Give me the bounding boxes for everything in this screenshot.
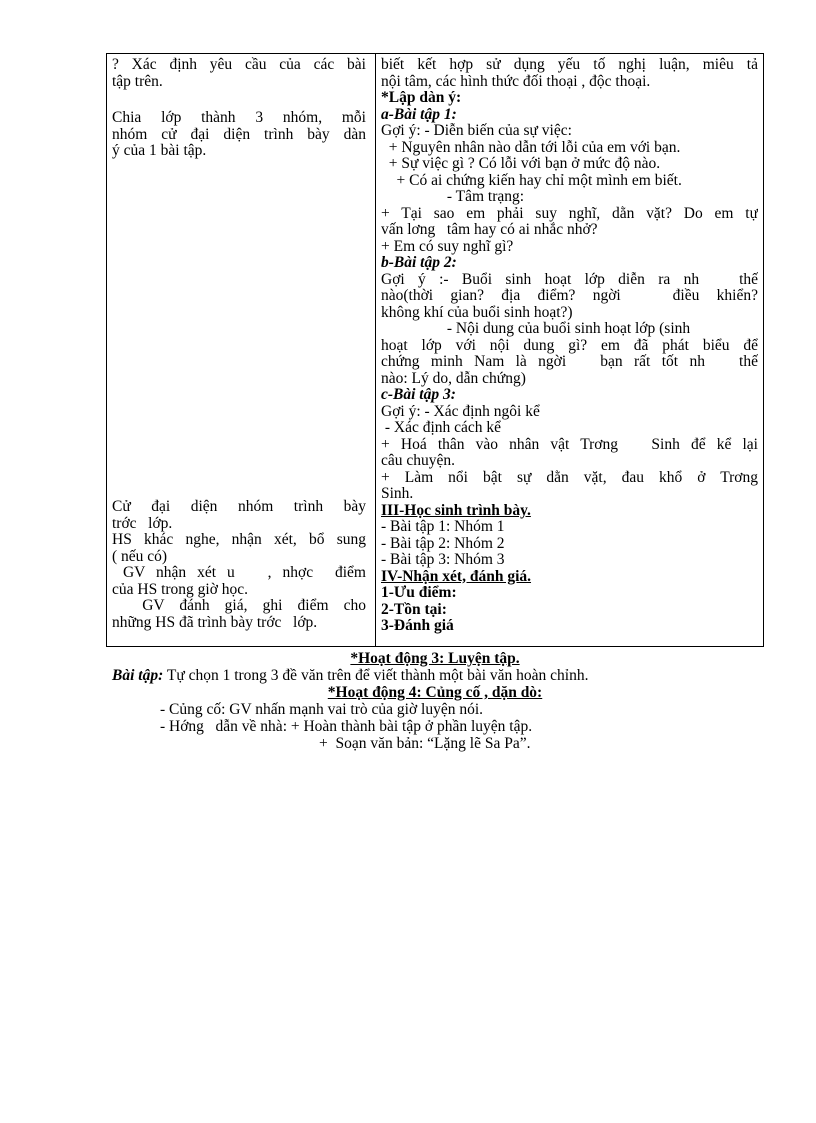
text-line: - Tâm trạng: bbox=[381, 189, 525, 205]
evaluation-item: 2-Tồn tại: bbox=[381, 601, 447, 618]
text-line: - Xác định cách kể bbox=[381, 420, 502, 436]
text-line: ý của 1 bài tập. bbox=[112, 143, 207, 159]
text-line: không khí của buổi sinh hoạt?) bbox=[381, 304, 573, 321]
text-line: nào(thời gian? địa điểm? ngời điều khiển? bbox=[381, 288, 758, 304]
outline-heading: *Lập dàn ý: bbox=[381, 90, 462, 106]
section-4-title: IV-Nhận xét, đánh giá. bbox=[381, 568, 532, 585]
column-divider bbox=[375, 54, 376, 646]
exercise-line bbox=[112, 667, 764, 684]
activity-3-heading: *Hoạt động 3: Luyện tập. bbox=[350, 650, 520, 667]
text-line: + Tại sao em phải suy nghĩ, dằn vặt? Do em tự bbox=[381, 205, 758, 222]
text-line: + Hoá thân vào nhân vật Trơng Sinh để kể lại bbox=[381, 436, 758, 453]
text-line: hoạt lớp với nội dung gì? em đã phát biểu để bbox=[381, 337, 758, 354]
exercise-label: Bài tập: bbox=[112, 667, 164, 684]
text-line: GV nhận xét u , nhợc điểm bbox=[112, 565, 366, 581]
exercise-text: Tự chọn 1 trong 3 đề văn trên để viết thành một bài văn hoàn chỉnh. bbox=[163, 667, 589, 684]
text-line: + Làm nổi bật sự dằn vặt, đau khổ ở Trơng bbox=[381, 469, 758, 486]
text-line: - Bài tập 2: Nhóm 2 bbox=[381, 535, 505, 552]
exercise-3-title: c-Bài tập 3: bbox=[381, 387, 456, 403]
text-line: trớc lớp. bbox=[112, 515, 173, 532]
text-line: Sinh. bbox=[381, 486, 414, 502]
text-line: biết kết hợp sử dụng yếu tố nghị luận, miêu tả bbox=[381, 57, 758, 73]
text-line: HS khác nghe, nhận xét, bổ sung bbox=[112, 532, 366, 548]
text-line: Gợi ý: - Xác định ngôi kể bbox=[381, 403, 540, 420]
left-para-groups bbox=[112, 110, 366, 160]
text-line: + Có ai chứng kiến hay chỉ một mình em biết. bbox=[381, 172, 682, 189]
exercise-2-title: b-Bài tập 2: bbox=[381, 255, 457, 271]
left-para-question bbox=[112, 57, 366, 90]
text-line: câu chuyện. bbox=[381, 453, 456, 469]
text-line: Chia lớp thành 3 nhóm, mỗi bbox=[112, 110, 366, 126]
text-line: ? Xác định yêu cầu của các bài bbox=[112, 57, 366, 73]
homework-line: - Hớng dẫn về nhà: + Hoàn thành bài tập ở phần luyện tập. bbox=[160, 718, 533, 735]
exercise-1-title: a-Bài tập 1: bbox=[381, 106, 457, 123]
text-line: chứng minh Nam là ngời bạn rất tốt nh thế bbox=[381, 354, 758, 370]
evaluation-item: 1-Ưu điểm: bbox=[381, 585, 457, 601]
left-para-presentation bbox=[112, 499, 366, 631]
text-line: vấn lơng tâm hay có ai nhắc nhở? bbox=[381, 222, 598, 238]
text-line: nội tâm, các hình thức đối thoại , độc thoại. bbox=[381, 73, 651, 90]
post-table-section bbox=[106, 650, 764, 752]
text-line: + Nguyên nhân nào dẫn tới lỗi của em với bạn. bbox=[381, 139, 681, 156]
lesson-table bbox=[106, 53, 764, 647]
text-line: - Bài tập 1: Nhóm 1 bbox=[381, 519, 505, 535]
content-column bbox=[381, 57, 758, 635]
text-line: tập trên. bbox=[112, 73, 163, 90]
text-line: GV đánh giá, ghi điểm cho bbox=[112, 598, 366, 614]
evaluation-item: 3-Đánh giá bbox=[381, 618, 454, 634]
text-line: nào: Lý do, dẫn chứng) bbox=[381, 370, 526, 387]
activity-4-heading: *Hoạt động 4: Củng cố , dặn dò: bbox=[327, 684, 543, 701]
text-line: - Bài tập 3: Nhóm 3 bbox=[381, 552, 505, 568]
text-line: - Nội dung của buổi sinh hoạt lớp (sinh bbox=[381, 321, 691, 337]
text-line: Gợi ý :- Buổi sinh hoạt lớp diễn ra nh thế bbox=[381, 271, 758, 288]
text-line: Gợi ý: - Diễn biến của sự việc: bbox=[381, 123, 572, 139]
text-line: + Sự việc gì ? Có lỗi với bạn ở mức độ nào. bbox=[381, 156, 661, 172]
text-line: Cử đại diện nhóm trình bày bbox=[112, 499, 366, 515]
prepare-line: + Soạn văn bản: “Lặng lẽ Sa Pa”. bbox=[319, 735, 531, 752]
text-line: ( nếu có) bbox=[112, 548, 168, 565]
section-3-title: III-Học sinh trình bày. bbox=[381, 502, 531, 519]
text-line: nhóm cử đại diện trình bày dàn bbox=[112, 126, 366, 143]
consolidation-line: - Củng cố: GV nhấn mạnh vai trò của giờ luyện nói. bbox=[160, 701, 484, 718]
text-line: + Em có suy nghĩ gì? bbox=[381, 238, 514, 255]
text-line: của HS trong giờ học. bbox=[112, 581, 249, 598]
text-line: những HS đã trình bày trớc lớp. bbox=[112, 614, 318, 631]
